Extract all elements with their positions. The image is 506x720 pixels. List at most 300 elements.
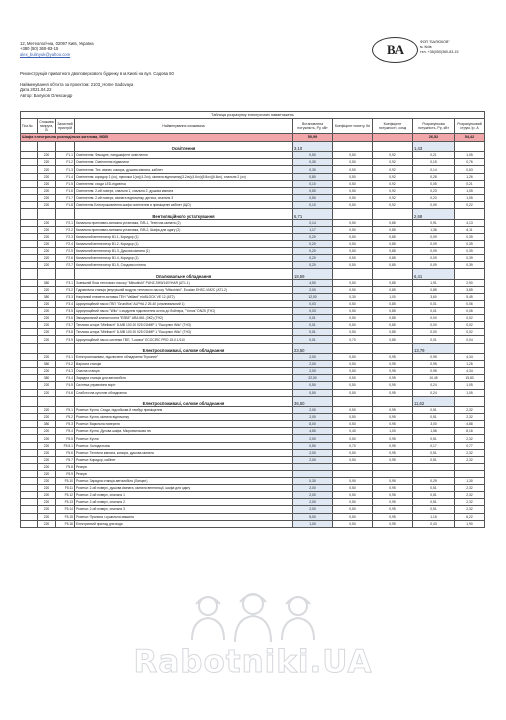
row-number [21, 361, 38, 368]
row-installed-power: 2,00 [293, 414, 333, 421]
row-power-factor: 0,85 [373, 315, 413, 322]
table-row [21, 354, 485, 361]
section-power: 36,50 [293, 396, 333, 407]
load-calculation-table [20, 111, 485, 528]
row-voltage: 380 [38, 361, 56, 368]
company-phone: тел. +38(050)360-83-15 [420, 49, 459, 54]
row-calc-current [455, 470, 485, 477]
section-spacer [56, 396, 75, 407]
row-calc-current: 0,02 [455, 315, 485, 322]
row-protection: F1.8 [56, 201, 75, 208]
section-spacer [373, 141, 413, 152]
table-row [21, 308, 485, 315]
row-calc-power: 0,28 [413, 173, 455, 180]
row-demand-factor: 0,30 [333, 293, 373, 300]
row-consumer-name: Освітлення: Тех. кімнат, комора, душова кімната, кабінет [75, 166, 293, 173]
row-demand-factor: 0,70 [333, 336, 373, 343]
row-demand-factor: 0,90 [333, 478, 373, 485]
row-protection: F2.7 [56, 262, 75, 269]
company-name: ФОП "БАЛЮКОВ" [420, 40, 450, 44]
row-power-factor: 0,92 [373, 166, 413, 173]
row-calc-current: 2,32 [455, 449, 485, 456]
row-protection: F5.8 [56, 463, 75, 470]
row-calc-current: 2,32 [455, 414, 485, 421]
row-calc-power: 0,51 [413, 485, 455, 492]
row-voltage: 220 [38, 414, 56, 421]
row-voltage: 220 [38, 329, 56, 336]
row-power-factor: 0,92 [373, 180, 413, 187]
row-installed-power [293, 470, 333, 477]
section-spacer [455, 396, 485, 407]
row-installed-power: 0,50 [293, 442, 333, 449]
table-row [21, 226, 485, 233]
row-calc-power: 0,51 [413, 435, 455, 442]
row-voltage: 220 [38, 173, 56, 180]
table-row [21, 166, 485, 173]
section-spacer [455, 269, 485, 280]
row-power-factor [373, 463, 413, 470]
col-voltage: Спожива напруга, В [39, 120, 54, 132]
row-voltage: 220 [38, 485, 56, 492]
row-calc-current: 1,26 [455, 173, 485, 180]
row-protection: F1.5 [56, 180, 75, 187]
row-voltage: 220 [38, 389, 56, 396]
row-installed-power: 0,50 [293, 194, 333, 201]
row-consumer-name: Варочна станція [75, 361, 293, 368]
row-number [21, 407, 38, 414]
row-number [21, 152, 38, 159]
row-installed-power: 0,20 [293, 233, 333, 240]
contact-block [20, 41, 94, 57]
row-installed-power: 1,00 [293, 520, 333, 527]
section-spacer [56, 141, 75, 152]
table-row [21, 449, 485, 456]
row-consumer-name: Нагрівний елемент-вставка ТЕН "Vaillant" eloBLOCK VE 12 (АТ2) [75, 293, 293, 300]
section-spacer [333, 269, 373, 280]
row-number [21, 470, 38, 477]
row-consumer-name: Розетки: Зарядна станція автомобіля (Ланцюг) [75, 478, 293, 485]
row-installed-power: 5,00 [293, 513, 333, 520]
section-spacer [373, 209, 413, 220]
row-installed-power: 0,01 [293, 336, 333, 343]
row-voltage: 220 [38, 354, 56, 361]
row-protection: F5.4 [56, 428, 75, 435]
row-calc-power: 1,36 [413, 226, 455, 233]
board-calc-power: 26,52 [413, 134, 455, 142]
row-demand-factor: 0,50 [333, 219, 373, 226]
row-voltage: 220 [38, 159, 56, 166]
row-number [21, 485, 38, 492]
row-number [21, 300, 38, 307]
row-protection: F5.15 [56, 513, 75, 520]
row-calc-power: 0,09 [413, 240, 455, 247]
table-row [21, 463, 485, 470]
row-number [21, 279, 38, 286]
row-calc-power: 1,56 [413, 428, 455, 435]
table-row [21, 478, 485, 485]
row-calc-power: 0,23 [413, 187, 455, 194]
row-consumer-name: Очисна станція [75, 368, 293, 375]
row-consumer-name: Розетки: 2-ий поверх, спальня 2 [75, 499, 293, 506]
row-voltage: 380 [38, 293, 56, 300]
row-calc-power: 0,51 [413, 506, 455, 513]
row-voltage: 220 [38, 187, 56, 194]
row-power-factor [373, 470, 413, 477]
row-voltage: 220 [38, 456, 56, 463]
row-number [21, 375, 38, 382]
row-power-factor: 0,85 [373, 329, 413, 336]
row-installed-power: 12,00 [293, 293, 333, 300]
row-installed-power: 8,00 [293, 421, 333, 428]
row-demand-factor: 0,50 [333, 382, 373, 389]
row-demand-factor: 0,50 [333, 389, 373, 396]
section-spacer [38, 343, 56, 354]
row-protection: F4.1 [56, 354, 75, 361]
row-protection: F5.3 [56, 421, 75, 428]
section-title: Освітлення [75, 141, 293, 152]
section-title: Електроспоживачі, силове обладнання [75, 396, 293, 407]
section-spacer [333, 343, 373, 354]
row-protection: F5.14 [56, 506, 75, 513]
row-number [21, 478, 38, 485]
row-power-factor: 0,85 [373, 233, 413, 240]
row-calc-power: 0,00 [413, 329, 455, 336]
email-link[interactable]: alex_bulinyuk@yahoo.com [20, 51, 71, 57]
project-meta [20, 71, 174, 98]
row-number [21, 382, 38, 389]
row-consumer-name: Зовнішній блок теплового насосу "Mitsubishi" PUHZ-SHW140YHAR (АТ1.1) [75, 279, 293, 286]
row-protection: F5.13 [56, 499, 75, 506]
row-consumer-name: Канальний вентилятор В1.5, Сходова клітина [75, 262, 293, 269]
row-number [21, 389, 38, 396]
section-spacer [38, 209, 56, 220]
section-calc-power: 6,41 [413, 269, 455, 280]
row-power-factor: 0,95 [373, 485, 413, 492]
row-installed-power: 0,03 [293, 300, 333, 307]
table-row [21, 173, 485, 180]
row-voltage: 220 [38, 382, 56, 389]
row-voltage: 220 [38, 240, 56, 247]
row-protection: F4.6 [56, 389, 75, 396]
row-demand-factor: 0,50 [333, 315, 373, 322]
row-protection: F5.9 [56, 470, 75, 477]
row-voltage: 220 [38, 286, 56, 293]
row-power-factor: 0,85 [373, 336, 413, 343]
section-spacer [21, 209, 38, 220]
row-voltage: 220 [38, 219, 56, 226]
table-row [21, 470, 485, 477]
row-calc-current: 0,06 [455, 300, 485, 307]
row-installed-power: 0,01 [293, 322, 333, 329]
row-power-factor: 0,95 [373, 382, 413, 389]
row-voltage: 220 [38, 322, 56, 329]
row-installed-power: 0,50 [293, 187, 333, 194]
row-number [21, 456, 38, 463]
row-number [21, 262, 38, 269]
row-installed-power: 0,20 [293, 247, 333, 254]
row-number [21, 201, 38, 208]
row-demand-factor: 0,50 [333, 187, 373, 194]
row-power-factor: 0,95 [373, 513, 413, 520]
row-protection: F3.6 [56, 315, 75, 322]
row-consumer-name: Розетки: 2-ий поверх, спальня 3 [75, 506, 293, 513]
row-power-factor: 0,95 [373, 421, 413, 428]
row-voltage: 220 [38, 368, 56, 375]
row-calc-current: 0,76 [455, 159, 485, 166]
row-protection: F1.6 [56, 187, 75, 194]
row-protection: F2.5 [56, 247, 75, 254]
row-number [21, 247, 38, 254]
row-calc-power: 0,15 [413, 159, 455, 166]
row-installed-power: 22,00 [293, 375, 333, 382]
table-row [21, 506, 485, 513]
row-calc-power: 0,05 [413, 180, 455, 187]
section-spacer [455, 141, 485, 152]
row-demand-factor: 0,50 [333, 159, 373, 166]
table-row [21, 389, 485, 396]
row-protection: F1.4 [56, 173, 75, 180]
table-row [21, 485, 485, 492]
logo-text: BA [386, 42, 404, 57]
row-protection: F3.9 [56, 336, 75, 343]
table-row [21, 152, 485, 159]
document-date: Дата 2021.04.22 [20, 87, 52, 93]
row-voltage: 220 [38, 463, 56, 470]
row-consumer-name: Циркуляційний насос ГВП "Grundfos" ALPHA 2 25-40 (опалювальний 1) [75, 300, 293, 307]
row-consumer-name: Змішувальний клапан котла "ESBE" ARA 661 (ЗК2) (ТН2) [75, 315, 293, 322]
section-spacer [333, 141, 373, 152]
row-calc-current: 0,39 [455, 255, 485, 262]
row-calc-current: 0,39 [455, 247, 485, 254]
row-demand-factor: 0,50 [333, 414, 373, 421]
row-consumer-name: Розетки: Кухня, Духова шафа, Мікрохвильова піч [75, 428, 293, 435]
row-protection: F5.6 [56, 449, 75, 456]
row-voltage: 220 [38, 470, 56, 477]
row-power-factor: 1,00 [373, 428, 413, 435]
company-logo [372, 37, 418, 63]
row-installed-power: 2,00 [293, 492, 333, 499]
section-spacer [56, 209, 75, 220]
row-protection: F1.7 [56, 194, 75, 201]
row-number [21, 329, 38, 336]
row-number [21, 286, 38, 293]
row-calc-current: 0,39 [455, 240, 485, 247]
object-name: Найменування об'єкта за проектом: 2103_Home Sadovaya [20, 81, 134, 87]
section-calc-power: 1,43 [413, 141, 455, 152]
row-calc-current: 0,04 [455, 336, 485, 343]
row-demand-factor: 0,50 [333, 361, 373, 368]
row-number [21, 219, 38, 226]
section-row [21, 209, 485, 220]
row-number [21, 166, 38, 173]
row-installed-power: 2,00 [293, 361, 333, 368]
row-consumer-name: Освітлення: 2-ий поверх, кімната відпочинку, дитяча, спальня 3 [75, 194, 293, 201]
section-calc-power: 13,79 [413, 343, 455, 354]
row-protection: F2.1 [56, 219, 75, 226]
row-demand-factor: 0,50 [333, 485, 373, 492]
row-installed-power: 0,01 [293, 329, 333, 336]
row-protection: F3.5 [56, 308, 75, 315]
section-spacer [38, 396, 56, 407]
row-calc-current: 3,85 [455, 286, 485, 293]
row-calc-current: 2,90 [455, 279, 485, 286]
row-power-factor: 0,95 [373, 389, 413, 396]
row-voltage: 380 [38, 421, 56, 428]
row-consumer-name: Резерв [75, 463, 293, 470]
row-demand-factor: 0,50 [333, 354, 373, 361]
row-calc-current: 6,22 [455, 513, 485, 520]
row-calc-current: 0,06 [455, 308, 485, 315]
table-row [21, 247, 485, 254]
row-protection: F2.4 [56, 240, 75, 247]
row-power-factor: 0,95 [373, 414, 413, 421]
row-installed-power: 2,00 [293, 499, 333, 506]
row-calc-power: 0,01 [413, 336, 455, 343]
row-calc-power: 3,60 [413, 293, 455, 300]
row-installed-power: 2,00 [293, 407, 333, 414]
row-installed-power: 4,50 [293, 279, 333, 286]
row-calc-power: 0,95 [413, 361, 455, 368]
row-voltage: 220 [38, 492, 56, 499]
row-installed-power: 0,50 [293, 152, 333, 159]
table-row [21, 407, 485, 414]
row-calc-power: 0,43 [413, 520, 455, 527]
section-row [21, 141, 485, 152]
row-installed-power [293, 463, 333, 470]
row-installed-power: 2,00 [293, 506, 333, 513]
row-installed-power: 2,00 [293, 354, 333, 361]
row-voltage: 220 [38, 194, 56, 201]
row-power-factor: 0,85 [373, 322, 413, 329]
row-demand-factor: 0,50 [333, 449, 373, 456]
row-calc-current: 0,63 [455, 166, 485, 173]
row-demand-factor: 0,50 [333, 226, 373, 233]
row-calc-current: 5,45 [455, 293, 485, 300]
row-number [21, 499, 38, 506]
table-row [21, 499, 485, 506]
row-consumer-name: Циркуляційний насос системи ГВП, "Lowara" ECOCIRC PRO 15-0.1/110 [75, 336, 293, 343]
row-calc-power: 0,05 [413, 201, 455, 208]
row-calc-power: 0,00 [413, 315, 455, 322]
row-protection: F2.3 [56, 233, 75, 240]
row-protection: F1.1 [56, 152, 75, 159]
row-calc-current: 1,05 [455, 152, 485, 159]
row-calc-power: 0,00 [413, 322, 455, 329]
row-installed-power: 0,10 [293, 180, 333, 187]
row-power-factor: 0,85 [373, 308, 413, 315]
row-calc-current: 1,30 [455, 478, 485, 485]
row-installed-power: 0,80 [293, 173, 333, 180]
table-row [21, 368, 485, 375]
table-row [21, 233, 485, 240]
row-number [21, 368, 38, 375]
row-consumer-name: Розетки: Варильна поверхня [75, 421, 293, 428]
row-power-factor: 0,95 [373, 520, 413, 527]
col-calc-current: Розрахунковий струм, Ір, А [455, 119, 485, 134]
table-row [21, 315, 485, 322]
row-power-factor: 0,92 [373, 159, 413, 166]
row-demand-factor: 0,50 [333, 255, 373, 262]
row-voltage: 220 [38, 435, 56, 442]
row-number [21, 463, 38, 470]
row-consumer-name: Електричний прилад для води [75, 520, 293, 527]
row-consumer-name: Циркуляційний насос "Wilo" з модулем підключення котла до бойлера, "Yonos" DN25 (ТН1) [75, 308, 293, 315]
table-row [21, 421, 485, 428]
row-installed-power: 2,14 [293, 219, 333, 226]
row-calc-current: 8,16 [455, 428, 485, 435]
watermark-text: Rabotniki.UA [133, 644, 373, 680]
row-power-factor: 0,95 [373, 492, 413, 499]
table-row [21, 240, 485, 247]
row-voltage: 220 [38, 152, 56, 159]
section-spacer [56, 343, 75, 354]
row-protection: F3.4 [56, 300, 75, 307]
row-calc-current: 0,22 [455, 201, 485, 208]
table-row [21, 442, 485, 449]
workers-watermark-icon [168, 592, 338, 642]
row-voltage: 220 [38, 442, 56, 449]
row-installed-power: 0,30 [293, 478, 333, 485]
row-power-factor: 0,95 [373, 478, 413, 485]
row-protection: F3.1 [56, 279, 75, 286]
row-consumer-name: Зарядна станція для автомобіля [75, 375, 293, 382]
row-number [21, 492, 38, 499]
row-protection: F5.10 [56, 478, 75, 485]
row-calc-power: 0,09 [413, 233, 455, 240]
row-calc-current: 4,13 [455, 219, 485, 226]
table-row [21, 187, 485, 194]
row-consumer-name: Розетки: Кухня [75, 435, 293, 442]
row-power-factor: 0,92 [373, 187, 413, 194]
row-number [21, 414, 38, 421]
row-calc-power: 0,91 [413, 219, 455, 226]
row-voltage: 220 [38, 513, 56, 520]
row-consumer-name: Система управління воріт [75, 382, 293, 389]
row-calc-current [455, 463, 485, 470]
row-number [21, 449, 38, 456]
section-spacer [373, 396, 413, 407]
section-row [21, 396, 485, 407]
row-power-factor: 0,95 [373, 354, 413, 361]
row-calc-power: 0,17 [413, 442, 455, 449]
row-installed-power: 0,03 [293, 308, 333, 315]
row-calc-power: 0,01 [413, 308, 455, 315]
table-row [21, 194, 485, 201]
row-consumer-name: Гідравлічна станція (внутрішній модуль теплового насосу "Mitsubishi", Ecodan EHSC-VM2C (АТ1.2) [75, 286, 293, 293]
table-row [21, 300, 485, 307]
row-voltage: 220 [38, 449, 56, 456]
row-voltage: 380 [38, 375, 56, 382]
row-number [21, 173, 38, 180]
row-calc-power [413, 470, 455, 477]
row-calc-current: 1,05 [455, 382, 485, 389]
section-calc-power: 2,68 [413, 209, 455, 220]
row-number [21, 428, 38, 435]
row-calc-current: 0,77 [455, 442, 485, 449]
row-calc-current: 0,02 [455, 329, 485, 336]
row-calc-current: 2,32 [455, 407, 485, 414]
row-protection: F3.3 [56, 293, 75, 300]
row-protection: F5.7 [56, 456, 75, 463]
board-current: 54,42 [455, 134, 485, 142]
phone-text: +380 (50) 360-83-15 [20, 46, 59, 52]
row-calc-power: 10,45 [413, 375, 455, 382]
table-row [21, 180, 485, 187]
row-calc-current: 4,34 [455, 354, 485, 361]
row-demand-factor: 0,50 [333, 240, 373, 247]
row-demand-factor: 0,50 [333, 456, 373, 463]
table-row [21, 375, 485, 382]
